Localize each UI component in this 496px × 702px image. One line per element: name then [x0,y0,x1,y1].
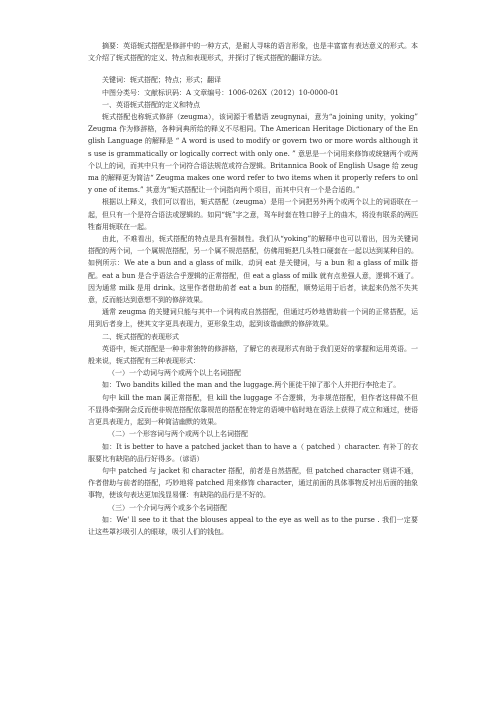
classification-line: 中图分类号：文献标识码：A 文章编号：1006-026X（2012）10-0000-01 [102,88,339,97]
section1-paragraph-1: 轭式搭配也称轭式修辞（zeugma），该词源于希腊语 zeugnynai，意为“a joining unity，yoking” Zeugma 作为修辞格，各种词典所给的释义不尽相同。The American Heritage Dictionary of the English Language 的解释是 “ A word is used to modify or govern two or more words although its use is grammatically or logically correct with only one. ” 意思是一个词用来修饰或统辖两个或两个以上的词，而其中只有一个词符合语法规范或符合逻辑。Britannica Book of English Usage 给 zeugma 的解释更为简洁“ Zeugma makes one word refer to two items when it properly refers to only one of items.” 其意为“轭式搭配让一个词指向两个项目，而其中只有一个是合适的。” [88,113,418,195]
subsection-heading-2: （二）一个形容词与两个或两个以上名词搭配 [108,430,248,439]
subsection-heading-1: （一）一个动词与两个或两个以上名词搭配 [108,369,241,378]
subsection1-example: 如：Two bandits killed the man and the luggage.两个匪徒干掉了那个人并把行李抢走了。 [102,381,401,390]
subsection3-example: 如：We' ll see to it that the blouses appeal to the eye as well as to the purse . 我们一定要让这些罩衫吸引人的眼球，吸引人们的钱包。 [88,515,418,536]
subsection2-paragraph: 句中 patched 与 jacket 和 character 搭配，前者是自然搭配，但 patched character 则讲不通，作者借助与前者的搭配，巧妙地将 patched 用来修饰 character，通过前面的具体事物反衬出后面的抽象事物，使该句表达更加浅显易懂：有缺陷的品行是不好的。 [88,466,418,500]
spacer [88,64,418,74]
section1-paragraph-4: 通常 zeugma 的关键词只能与其中一个词构成自然搭配，但通过巧妙地借助前一个词的正常搭配，运用到后者身上，使其文字更具表现力，更形象生动，起到该谐幽默的修辞效果。 [88,308,418,329]
subsection-heading-3: （三）一个介词与两个或多个名词搭配 [108,503,227,512]
section1-paragraph-3: 由此，不难看出，轭式搭配的特点是具有强制性。我们从“yoking”的解释中也可以看出，因为关键词搭配的两个词，一个属规范搭配，另一个属不规范搭配，仿佛用轭把几头牲口硬套在一起以达到某种目的。如例所示：We ate a bun and a glass of milk．动词 eat 是关键词，与 a bun 和 a glass of milk 搭配。eat a bun 是合乎语法合乎逻辑的正常搭配，但 eat a glass of milk 就有点差强人意，逻辑不通了。因为通常 milk 是用 drink。这里作者借助前者 eat a bun 的搭配，顺势运用于后者，读起来仍然不失其意，反而能达到意想不到的修辞效果。 [88,235,418,305]
section-heading-1: 一、英语轭式搭配的定义和特点 [102,100,200,109]
keywords-line: 关键词：轭式搭配；特点；形式；翻译 [102,76,221,85]
section2-paragraph-1: 英语中，轭式搭配是一种非常独特的修辞格，了解它的表现形式有助于我们更好的掌握和运用英语。一般来说，轭式搭配有三种表现形式： [88,344,418,366]
abstract-paragraph: 摘要：英语轭式搭配是修辞中的一种方式，是耐人寻味的语言形象，也是丰富富有表达意义的形式。本文介绍了轭式搭配的定义、特点和表现形式，并探讨了轭式搭配的翻译方法。 [88,42,418,63]
subsection2-example: 如：It is better to have a patched jacket than to have a（ patched ）character. 有补丁的衣服要比有缺陷的品行好得多。（谚语） [88,442,418,463]
article-body [88,40,418,538]
subsection1-paragraph: 句中 kill the man 属正常搭配，但 kill the luggage 不合逻辑，为非规范搭配，但作者这样做不但不显得牵强附会反而使非规范搭配依靠规范的搭配在特定的语境中临时地在语法上获得了成立和通过，使语言更具表现力，起到一种简洁幽默的效果。 [88,393,418,427]
section-heading-2: 二、轭式搭配的表现形式 [102,332,179,341]
section1-paragraph-2: 根据以上释义，我们可以看出，轭式搭配（zeugma）是用一个词把另外两个或两个以上的词语联在一起，但只有一个是符合语法或逻辑的。如同“轭”字之意，驾车时套在牲口脖子上的曲木，将没有联系的两匹牲畜用轭联在一起。 [88,198,418,231]
